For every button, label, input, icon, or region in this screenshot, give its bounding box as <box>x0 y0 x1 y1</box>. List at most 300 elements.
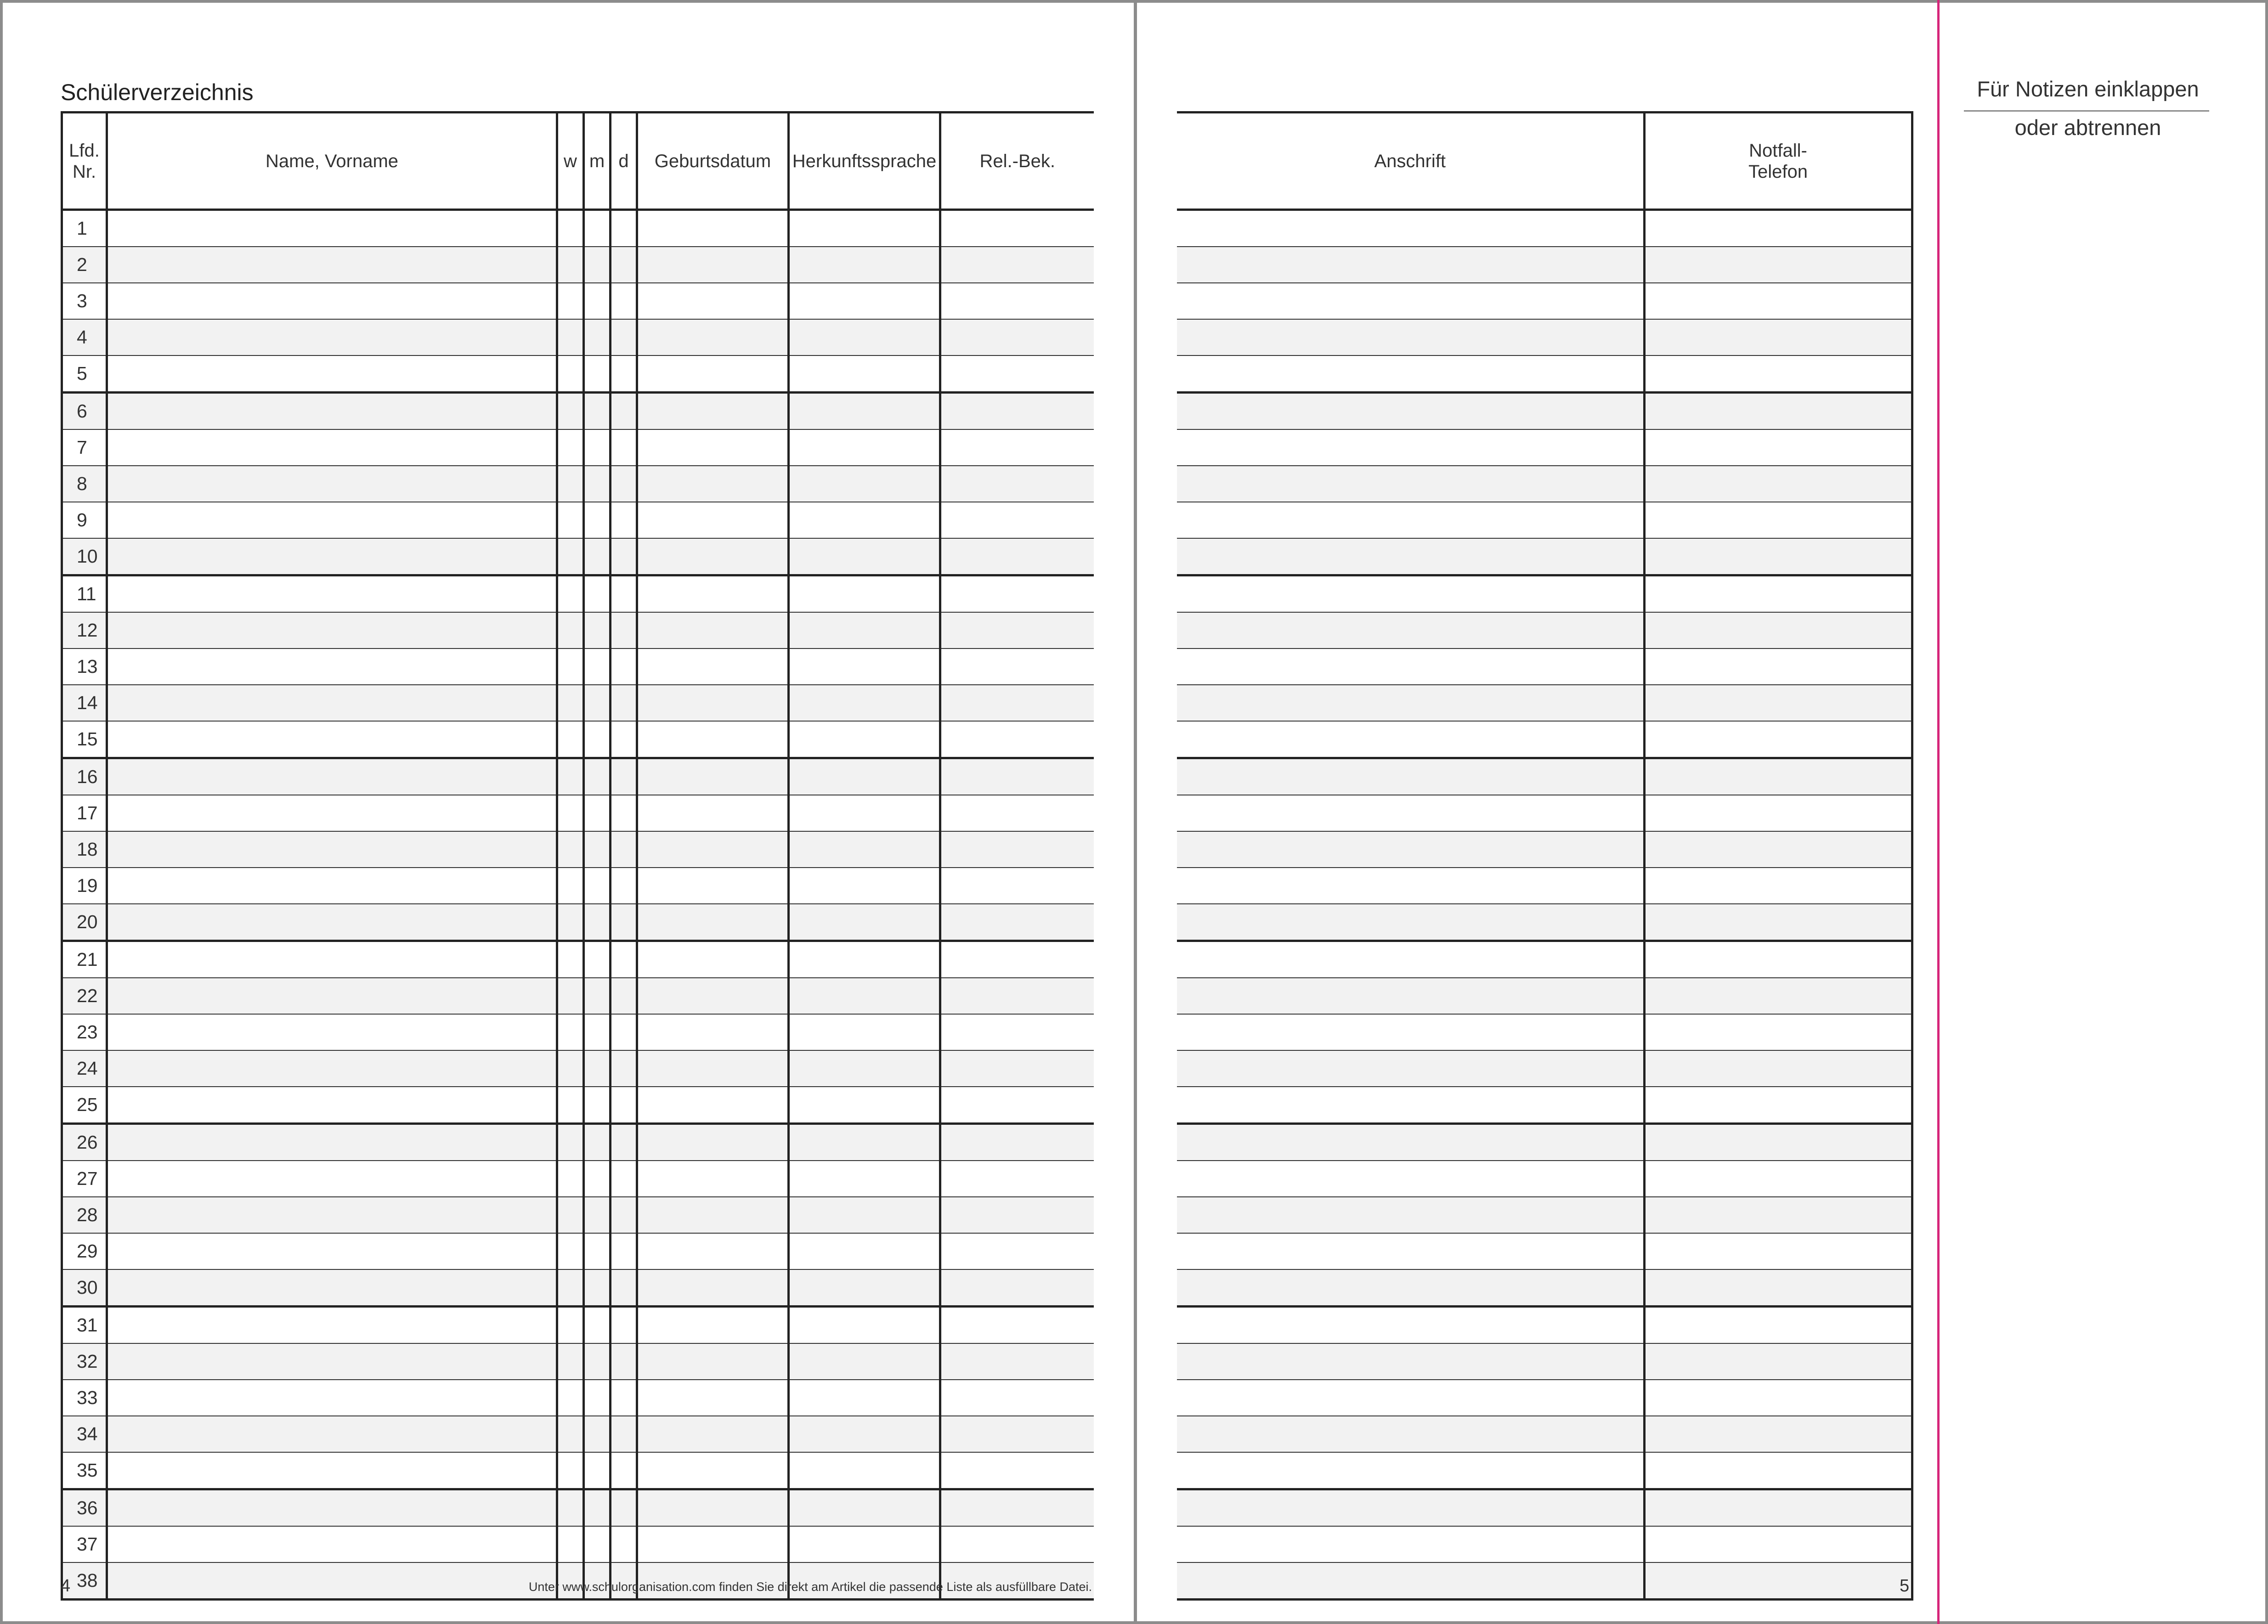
religion-cell[interactable] <box>940 1416 1094 1452</box>
d-cell[interactable] <box>611 685 637 721</box>
name-cell[interactable] <box>107 1307 557 1344</box>
m-cell[interactable] <box>584 575 611 613</box>
religion-cell[interactable] <box>940 1269 1094 1307</box>
religion-cell[interactable] <box>940 210 1094 247</box>
phone-cell[interactable] <box>1644 1161 1912 1197</box>
m-cell[interactable] <box>584 1087 611 1124</box>
d-cell[interactable] <box>611 393 637 430</box>
w-cell[interactable] <box>557 1269 584 1307</box>
birthdate-cell[interactable] <box>637 1307 789 1344</box>
w-cell[interactable] <box>557 283 584 319</box>
d-cell[interactable] <box>611 721 637 758</box>
birthdate-cell[interactable] <box>637 502 789 538</box>
birthdate-cell[interactable] <box>637 1489 789 1527</box>
d-cell[interactable] <box>611 538 637 575</box>
m-cell[interactable] <box>584 538 611 575</box>
language-cell[interactable] <box>789 758 940 795</box>
d-cell[interactable] <box>611 283 637 319</box>
phone-cell[interactable] <box>1644 868 1912 904</box>
name-cell[interactable] <box>107 1014 557 1050</box>
language-cell[interactable] <box>789 978 940 1014</box>
phone-cell[interactable] <box>1644 721 1912 758</box>
w-cell[interactable] <box>557 1050 584 1087</box>
address-cell[interactable] <box>1177 612 1644 648</box>
religion-cell[interactable] <box>940 355 1094 393</box>
language-cell[interactable] <box>789 1161 940 1197</box>
birthdate-cell[interactable] <box>637 1124 789 1161</box>
w-cell[interactable] <box>557 1124 584 1161</box>
phone-cell[interactable] <box>1644 1050 1912 1087</box>
name-cell[interactable] <box>107 355 557 393</box>
phone-cell[interactable] <box>1644 1087 1912 1124</box>
address-cell[interactable] <box>1177 1124 1644 1161</box>
language-cell[interactable] <box>789 283 940 319</box>
w-cell[interactable] <box>557 721 584 758</box>
birthdate-cell[interactable] <box>637 1197 789 1233</box>
w-cell[interactable] <box>557 393 584 430</box>
w-cell[interactable] <box>557 319 584 355</box>
name-cell[interactable] <box>107 1343 557 1380</box>
m-cell[interactable] <box>584 1452 611 1489</box>
name-cell[interactable] <box>107 868 557 904</box>
birthdate-cell[interactable] <box>637 1161 789 1197</box>
phone-cell[interactable] <box>1644 941 1912 978</box>
birthdate-cell[interactable] <box>637 1416 789 1452</box>
d-cell[interactable] <box>611 1197 637 1233</box>
name-cell[interactable] <box>107 1380 557 1416</box>
religion-cell[interactable] <box>940 1489 1094 1527</box>
address-cell[interactable] <box>1177 1197 1644 1233</box>
language-cell[interactable] <box>789 1452 940 1489</box>
name-cell[interactable] <box>107 831 557 868</box>
religion-cell[interactable] <box>940 1050 1094 1087</box>
name-cell[interactable] <box>107 1452 557 1489</box>
m-cell[interactable] <box>584 758 611 795</box>
m-cell[interactable] <box>584 1269 611 1307</box>
birthdate-cell[interactable] <box>637 758 789 795</box>
d-cell[interactable] <box>611 575 637 613</box>
address-cell[interactable] <box>1177 1014 1644 1050</box>
birthdate-cell[interactable] <box>637 1087 789 1124</box>
religion-cell[interactable] <box>940 1161 1094 1197</box>
language-cell[interactable] <box>789 466 940 502</box>
w-cell[interactable] <box>557 904 584 941</box>
language-cell[interactable] <box>789 904 940 941</box>
language-cell[interactable] <box>789 795 940 831</box>
address-cell[interactable] <box>1177 941 1644 978</box>
phone-cell[interactable] <box>1644 1197 1912 1233</box>
m-cell[interactable] <box>584 429 611 466</box>
phone-cell[interactable] <box>1644 1124 1912 1161</box>
religion-cell[interactable] <box>940 538 1094 575</box>
w-cell[interactable] <box>557 648 584 685</box>
d-cell[interactable] <box>611 612 637 648</box>
language-cell[interactable] <box>789 831 940 868</box>
name-cell[interactable] <box>107 1050 557 1087</box>
name-cell[interactable] <box>107 283 557 319</box>
m-cell[interactable] <box>584 1161 611 1197</box>
religion-cell[interactable] <box>940 612 1094 648</box>
religion-cell[interactable] <box>940 795 1094 831</box>
birthdate-cell[interactable] <box>637 1233 789 1269</box>
d-cell[interactable] <box>611 466 637 502</box>
address-cell[interactable] <box>1177 1087 1644 1124</box>
d-cell[interactable] <box>611 247 637 283</box>
m-cell[interactable] <box>584 685 611 721</box>
d-cell[interactable] <box>611 978 637 1014</box>
w-cell[interactable] <box>557 941 584 978</box>
language-cell[interactable] <box>789 1233 940 1269</box>
address-cell[interactable] <box>1177 1380 1644 1416</box>
address-cell[interactable] <box>1177 978 1644 1014</box>
religion-cell[interactable] <box>940 1452 1094 1489</box>
address-cell[interactable] <box>1177 1452 1644 1489</box>
birthdate-cell[interactable] <box>637 1380 789 1416</box>
address-cell[interactable] <box>1177 904 1644 941</box>
religion-cell[interactable] <box>940 283 1094 319</box>
m-cell[interactable] <box>584 721 611 758</box>
name-cell[interactable] <box>107 1087 557 1124</box>
language-cell[interactable] <box>789 721 940 758</box>
phone-cell[interactable] <box>1644 1452 1912 1489</box>
d-cell[interactable] <box>611 1452 637 1489</box>
birthdate-cell[interactable] <box>637 1050 789 1087</box>
w-cell[interactable] <box>557 466 584 502</box>
address-cell[interactable] <box>1177 355 1644 393</box>
name-cell[interactable] <box>107 466 557 502</box>
m-cell[interactable] <box>584 978 611 1014</box>
w-cell[interactable] <box>557 1233 584 1269</box>
address-cell[interactable] <box>1177 429 1644 466</box>
d-cell[interactable] <box>611 1233 637 1269</box>
name-cell[interactable] <box>107 1161 557 1197</box>
m-cell[interactable] <box>584 1124 611 1161</box>
w-cell[interactable] <box>557 429 584 466</box>
language-cell[interactable] <box>789 685 940 721</box>
birthdate-cell[interactable] <box>637 247 789 283</box>
birthdate-cell[interactable] <box>637 393 789 430</box>
religion-cell[interactable] <box>940 1233 1094 1269</box>
address-cell[interactable] <box>1177 502 1644 538</box>
m-cell[interactable] <box>584 648 611 685</box>
language-cell[interactable] <box>789 502 940 538</box>
phone-cell[interactable] <box>1644 283 1912 319</box>
name-cell[interactable] <box>107 502 557 538</box>
religion-cell[interactable] <box>940 1197 1094 1233</box>
language-cell[interactable] <box>789 319 940 355</box>
w-cell[interactable] <box>557 247 584 283</box>
birthdate-cell[interactable] <box>637 685 789 721</box>
birthdate-cell[interactable] <box>637 941 789 978</box>
language-cell[interactable] <box>789 575 940 613</box>
phone-cell[interactable] <box>1644 247 1912 283</box>
d-cell[interactable] <box>611 1380 637 1416</box>
language-cell[interactable] <box>789 355 940 393</box>
d-cell[interactable] <box>611 758 637 795</box>
d-cell[interactable] <box>611 319 637 355</box>
language-cell[interactable] <box>789 1343 940 1380</box>
m-cell[interactable] <box>584 795 611 831</box>
birthdate-cell[interactable] <box>637 319 789 355</box>
phone-cell[interactable] <box>1644 978 1912 1014</box>
religion-cell[interactable] <box>940 1014 1094 1050</box>
d-cell[interactable] <box>611 1526 637 1562</box>
w-cell[interactable] <box>557 575 584 613</box>
phone-cell[interactable] <box>1644 904 1912 941</box>
address-cell[interactable] <box>1177 685 1644 721</box>
address-cell[interactable] <box>1177 831 1644 868</box>
birthdate-cell[interactable] <box>637 575 789 613</box>
address-cell[interactable] <box>1177 1161 1644 1197</box>
w-cell[interactable] <box>557 502 584 538</box>
birthdate-cell[interactable] <box>637 1452 789 1489</box>
birthdate-cell[interactable] <box>637 1014 789 1050</box>
language-cell[interactable] <box>789 429 940 466</box>
m-cell[interactable] <box>584 1050 611 1087</box>
w-cell[interactable] <box>557 1452 584 1489</box>
d-cell[interactable] <box>611 1307 637 1344</box>
name-cell[interactable] <box>107 210 557 247</box>
language-cell[interactable] <box>789 393 940 430</box>
religion-cell[interactable] <box>940 1526 1094 1562</box>
religion-cell[interactable] <box>940 904 1094 941</box>
name-cell[interactable] <box>107 1124 557 1161</box>
phone-cell[interactable] <box>1644 502 1912 538</box>
language-cell[interactable] <box>789 648 940 685</box>
phone-cell[interactable] <box>1644 1343 1912 1380</box>
address-cell[interactable] <box>1177 247 1644 283</box>
m-cell[interactable] <box>584 612 611 648</box>
birthdate-cell[interactable] <box>637 795 789 831</box>
m-cell[interactable] <box>584 1233 611 1269</box>
name-cell[interactable] <box>107 758 557 795</box>
w-cell[interactable] <box>557 1161 584 1197</box>
religion-cell[interactable] <box>940 502 1094 538</box>
birthdate-cell[interactable] <box>637 721 789 758</box>
phone-cell[interactable] <box>1644 1380 1912 1416</box>
name-cell[interactable] <box>107 247 557 283</box>
address-cell[interactable] <box>1177 466 1644 502</box>
w-cell[interactable] <box>557 1343 584 1380</box>
d-cell[interactable] <box>611 210 637 247</box>
d-cell[interactable] <box>611 502 637 538</box>
language-cell[interactable] <box>789 1197 940 1233</box>
address-cell[interactable] <box>1177 538 1644 575</box>
name-cell[interactable] <box>107 1269 557 1307</box>
name-cell[interactable] <box>107 1562 557 1600</box>
birthdate-cell[interactable] <box>637 1269 789 1307</box>
address-cell[interactable] <box>1177 393 1644 430</box>
phone-cell[interactable] <box>1644 612 1912 648</box>
name-cell[interactable] <box>107 1233 557 1269</box>
phone-cell[interactable] <box>1644 1307 1912 1344</box>
phone-cell[interactable] <box>1644 1562 1912 1600</box>
religion-cell[interactable] <box>940 758 1094 795</box>
religion-cell[interactable] <box>940 978 1094 1014</box>
phone-cell[interactable] <box>1644 466 1912 502</box>
name-cell[interactable] <box>107 429 557 466</box>
w-cell[interactable] <box>557 210 584 247</box>
language-cell[interactable] <box>789 1380 940 1416</box>
d-cell[interactable] <box>611 1489 637 1527</box>
religion-cell[interactable] <box>940 466 1094 502</box>
language-cell[interactable] <box>789 1269 940 1307</box>
birthdate-cell[interactable] <box>637 612 789 648</box>
d-cell[interactable] <box>611 904 637 941</box>
w-cell[interactable] <box>557 795 584 831</box>
w-cell[interactable] <box>557 1416 584 1452</box>
m-cell[interactable] <box>584 355 611 393</box>
phone-cell[interactable] <box>1644 831 1912 868</box>
name-cell[interactable] <box>107 575 557 613</box>
m-cell[interactable] <box>584 247 611 283</box>
religion-cell[interactable] <box>940 831 1094 868</box>
m-cell[interactable] <box>584 319 611 355</box>
phone-cell[interactable] <box>1644 1269 1912 1307</box>
address-cell[interactable] <box>1177 1526 1644 1562</box>
name-cell[interactable] <box>107 393 557 430</box>
m-cell[interactable] <box>584 904 611 941</box>
birthdate-cell[interactable] <box>637 283 789 319</box>
phone-cell[interactable] <box>1644 355 1912 393</box>
m-cell[interactable] <box>584 1489 611 1527</box>
m-cell[interactable] <box>584 1014 611 1050</box>
m-cell[interactable] <box>584 393 611 430</box>
address-cell[interactable] <box>1177 210 1644 247</box>
religion-cell[interactable] <box>940 1307 1094 1344</box>
phone-cell[interactable] <box>1644 648 1912 685</box>
name-cell[interactable] <box>107 904 557 941</box>
name-cell[interactable] <box>107 1489 557 1527</box>
phone-cell[interactable] <box>1644 429 1912 466</box>
name-cell[interactable] <box>107 978 557 1014</box>
d-cell[interactable] <box>611 1014 637 1050</box>
religion-cell[interactable] <box>940 1087 1094 1124</box>
phone-cell[interactable] <box>1644 575 1912 613</box>
birthdate-cell[interactable] <box>637 868 789 904</box>
birthdate-cell[interactable] <box>637 1526 789 1562</box>
w-cell[interactable] <box>557 685 584 721</box>
phone-cell[interactable] <box>1644 393 1912 430</box>
address-cell[interactable] <box>1177 721 1644 758</box>
w-cell[interactable] <box>557 1380 584 1416</box>
address-cell[interactable] <box>1177 1562 1644 1600</box>
w-cell[interactable] <box>557 1014 584 1050</box>
m-cell[interactable] <box>584 210 611 247</box>
m-cell[interactable] <box>584 941 611 978</box>
d-cell[interactable] <box>611 648 637 685</box>
birthdate-cell[interactable] <box>637 1343 789 1380</box>
religion-cell[interactable] <box>940 685 1094 721</box>
d-cell[interactable] <box>611 1343 637 1380</box>
religion-cell[interactable] <box>940 1380 1094 1416</box>
address-cell[interactable] <box>1177 1343 1644 1380</box>
language-cell[interactable] <box>789 247 940 283</box>
address-cell[interactable] <box>1177 1489 1644 1527</box>
m-cell[interactable] <box>584 868 611 904</box>
language-cell[interactable] <box>789 1489 940 1527</box>
phone-cell[interactable] <box>1644 1233 1912 1269</box>
birthdate-cell[interactable] <box>637 831 789 868</box>
name-cell[interactable] <box>107 1416 557 1452</box>
w-cell[interactable] <box>557 538 584 575</box>
birthdate-cell[interactable] <box>637 904 789 941</box>
name-cell[interactable] <box>107 941 557 978</box>
address-cell[interactable] <box>1177 1307 1644 1344</box>
address-cell[interactable] <box>1177 283 1644 319</box>
w-cell[interactable] <box>557 978 584 1014</box>
language-cell[interactable] <box>789 1087 940 1124</box>
w-cell[interactable] <box>557 1489 584 1527</box>
language-cell[interactable] <box>789 210 940 247</box>
phone-cell[interactable] <box>1644 685 1912 721</box>
religion-cell[interactable] <box>940 319 1094 355</box>
language-cell[interactable] <box>789 1050 940 1087</box>
w-cell[interactable] <box>557 758 584 795</box>
religion-cell[interactable] <box>940 868 1094 904</box>
birthdate-cell[interactable] <box>637 648 789 685</box>
address-cell[interactable] <box>1177 575 1644 613</box>
name-cell[interactable] <box>107 319 557 355</box>
name-cell[interactable] <box>107 685 557 721</box>
m-cell[interactable] <box>584 1380 611 1416</box>
m-cell[interactable] <box>584 1526 611 1562</box>
name-cell[interactable] <box>107 1526 557 1562</box>
w-cell[interactable] <box>557 1526 584 1562</box>
d-cell[interactable] <box>611 868 637 904</box>
religion-cell[interactable] <box>940 247 1094 283</box>
name-cell[interactable] <box>107 648 557 685</box>
religion-cell[interactable] <box>940 941 1094 978</box>
religion-cell[interactable] <box>940 393 1094 430</box>
d-cell[interactable] <box>611 1124 637 1161</box>
d-cell[interactable] <box>611 1087 637 1124</box>
d-cell[interactable] <box>611 1161 637 1197</box>
w-cell[interactable] <box>557 1197 584 1233</box>
m-cell[interactable] <box>584 466 611 502</box>
name-cell[interactable] <box>107 795 557 831</box>
phone-cell[interactable] <box>1644 538 1912 575</box>
name-cell[interactable] <box>107 538 557 575</box>
language-cell[interactable] <box>789 1124 940 1161</box>
language-cell[interactable] <box>789 941 940 978</box>
m-cell[interactable] <box>584 502 611 538</box>
address-cell[interactable] <box>1177 648 1644 685</box>
m-cell[interactable] <box>584 1197 611 1233</box>
d-cell[interactable] <box>611 429 637 466</box>
w-cell[interactable] <box>557 1087 584 1124</box>
m-cell[interactable] <box>584 831 611 868</box>
phone-cell[interactable] <box>1644 319 1912 355</box>
m-cell[interactable] <box>584 283 611 319</box>
address-cell[interactable] <box>1177 758 1644 795</box>
phone-cell[interactable] <box>1644 1526 1912 1562</box>
address-cell[interactable] <box>1177 1416 1644 1452</box>
address-cell[interactable] <box>1177 868 1644 904</box>
address-cell[interactable] <box>1177 319 1644 355</box>
m-cell[interactable] <box>584 1416 611 1452</box>
religion-cell[interactable] <box>940 1124 1094 1161</box>
address-cell[interactable] <box>1177 1233 1644 1269</box>
w-cell[interactable] <box>557 612 584 648</box>
d-cell[interactable] <box>611 1050 637 1087</box>
phone-cell[interactable] <box>1644 1014 1912 1050</box>
d-cell[interactable] <box>611 355 637 393</box>
phone-cell[interactable] <box>1644 795 1912 831</box>
birthdate-cell[interactable] <box>637 210 789 247</box>
m-cell[interactable] <box>584 1343 611 1380</box>
language-cell[interactable] <box>789 1014 940 1050</box>
